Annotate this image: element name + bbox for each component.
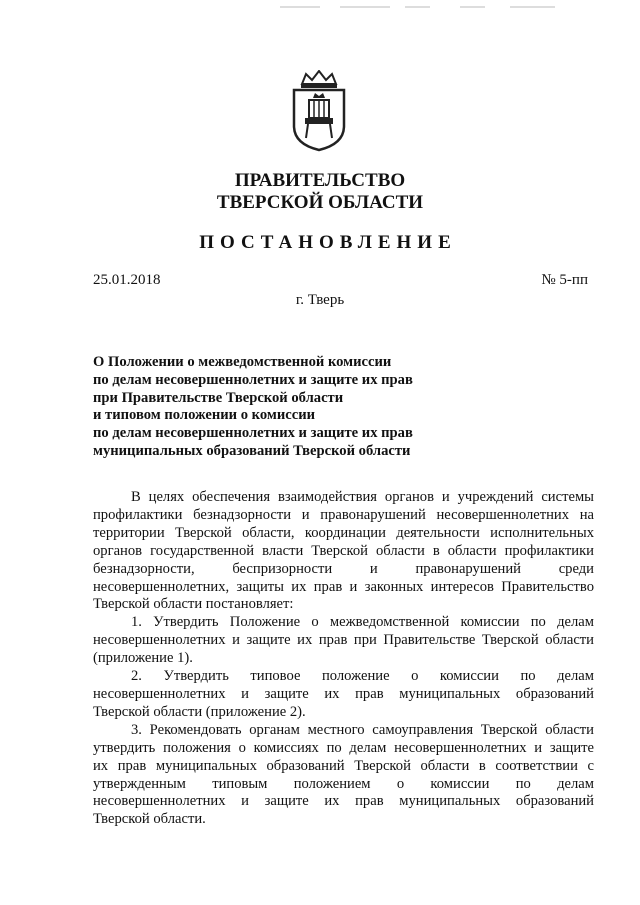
document-number: № 5-пп xyxy=(541,272,588,288)
item-1-paragraph xyxy=(93,614,594,668)
subject-line: при Правительстве Тверской области xyxy=(93,389,344,406)
city: г. Тверь xyxy=(295,292,345,308)
text-line: утвердить положения о комиссиях по делам несовершеннолетних и защите xyxy=(93,739,594,756)
text-line: профилактики безнадзорности и правонарушений несовершеннолетних на xyxy=(93,506,594,523)
document-type: ПОСТАНОВЛЕНИЕ xyxy=(199,232,457,253)
text-line: 2. Утвердить типовое положение о комиссии по делам xyxy=(131,668,594,685)
subject-line: муниципальных образований Тверской области xyxy=(93,442,411,459)
text-line: безнадзорности, беспризорности и правонарушений среди xyxy=(93,560,594,577)
text-line: Тверской области постановляет: xyxy=(93,596,294,613)
text-line: 1. Утвердить Положение о межведомственной комиссии по делам xyxy=(131,614,594,631)
document-subject xyxy=(93,354,413,461)
text-line: (приложение 1). xyxy=(93,650,193,667)
subject-line: О Положении о межведомственной комиссии xyxy=(93,354,392,370)
text-line: Тверской области (приложение 2). xyxy=(93,703,306,720)
text-line: 3. Рекомендовать органам местного самоуправления Тверской области xyxy=(131,721,594,738)
text-line: несовершеннолетних, защиты их прав и законных интересов Правительство xyxy=(93,578,594,595)
document-body xyxy=(93,489,594,829)
text-line: несовершеннолетних и защите их прав при Правительстве Тверской области xyxy=(93,632,594,649)
subject-line: и типовом положении о комиссии xyxy=(93,407,316,424)
item-2-paragraph xyxy=(93,668,594,722)
item-3-paragraph xyxy=(93,722,594,829)
coat-of-arms-emblem xyxy=(290,70,348,152)
subject-line: по делам несовершеннолетних и защите их прав xyxy=(93,371,413,388)
text-line: несовершеннолетних и защите их прав муниципальных образований xyxy=(93,793,594,810)
subject-line: по делам несовершеннолетних и защите их прав xyxy=(93,425,413,442)
text-line: утвержденным типовым положением о комиссии по делам xyxy=(93,775,594,792)
text-line: органов государственной власти Тверской области в области профилактики xyxy=(93,542,594,559)
organization-name-line1: ПРАВИТЕЛЬСТВО xyxy=(234,170,406,191)
text-line: В целях обеспечения взаимодействия органов и учреждений системы xyxy=(131,489,594,505)
text-line: их прав муниципальных образований Тверской области в соответствии с xyxy=(93,757,594,774)
preamble-paragraph xyxy=(93,489,594,614)
text-line: несовершеннолетних и защите их прав муниципальных образований xyxy=(93,685,594,702)
document-date: 25.01.2018 xyxy=(93,272,161,288)
organization-name-line2: ТВЕРСКОЙ ОБЛАСТИ xyxy=(216,192,424,213)
text-line: территории Тверской области, координации деятельности исполнительных xyxy=(93,524,594,541)
scan-marks xyxy=(280,6,560,8)
text-line: Тверской области. xyxy=(93,811,206,828)
